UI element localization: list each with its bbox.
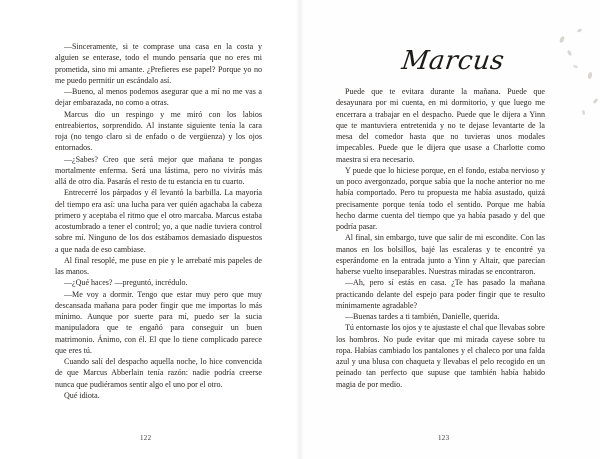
left-paragraph: Qué idiota.: [64, 390, 100, 400]
chapter-title: Marcus: [399, 46, 507, 76]
right-paragraph: —Ah, pero sí estás en casa. ¿Te has pasado la mañana practicando delante del espejo para poder fingir que te resulto mínimamente agradable?: [336, 278, 545, 310]
left-paragraph: —¿Sabes? Creo que será mejor que mañana te pongas mortalmente enferma. Será una lástima, pero no vivirás más allá de otro día. Pasarás el resto de tu estancia en tu cuarto.: [55, 154, 262, 186]
left-paragraph: —Bueno, al menos podemos asegurar que a mí no me vas a dejar embarazada, no como a otras.: [55, 87, 262, 108]
left-paragraph: —¿Qué haces? —preguntó, incrédulo.: [64, 278, 188, 288]
left-paragraph: Cuando salí del despacho aquella noche, lo hice convencida de que Marcus Abberlain tenía razón: nadie podría creerse nunca que pudiéramos sentir algo el uno por el otro.: [55, 357, 262, 389]
left-paragraph: Entrecerré los párpados y él levantó la barbilla. La mayoría del tiempo era así: una lucha para ver quién agachaba la cabeza primero y aceptaba el ritmo que el otro marcaba. Marcus estaba acostumbrado a tener el control; yo, a que nadie tuviera control sobre mí. Ninguno de los dos estábamos demasiado dispuestos a que nada de eso cambiase.: [55, 188, 262, 254]
page-number-right: 123: [438, 434, 450, 442]
right-paragraph: Puede que te evitara durante la mañana. Puede que desayunara por mi cuenta, en mi dormitorio, y que luego me encerrara a trabajar en el despacho. Puede que le dijera a Yinn que te mantuviera entretenida y no te dejase levantarte de la mesa del comedor hasta que no tuvieras unos modales impecables. Puede que le dijera que usase a Charlotte como maestra si era necesario.: [336, 87, 545, 164]
left-paragraph: Al final resoplé, me puse en pie y le arrebaté mis papeles de las manos.: [55, 255, 262, 276]
left-paragraph: —Sinceramente, si te comprase una casa en la costa y alguien se enterase, todo el mundo pensaría que no eres mi prometida, sino mi amante. ¿Prefieres ese papel? Porque yo no me puedo permitir un escándalo así.: [55, 42, 262, 85]
left-paragraph: Marcus dio un respingo y me miró con los labios entreabiertos, sorprendido. Al instante siguiente tenía la cara roja (no tengo claro si de enfado o de vergüenza) y los ojos entornados.: [55, 109, 262, 153]
right-paragraph: Y puede que lo hiciese porque, en el fondo, estaba nervioso y un poco avergonzado, porque sabía que la noche anterior no me había comportado. Pero tu propuesta me había asustado, quizá precisamente porque tenía todo el sentido. Porque me había hecho darme cuenta del tiempo que ya había pasado y del que podría pasar.: [336, 165, 545, 231]
left-paragraph: —Me voy a dormir. Tengo que estar muy pero que muy descansada mañana para poder fingir que me importas lo más mínimo. Aunque por suerte para mí, puedo ser la sucia manipuladora que te engañó para conseguir un buen matrimonio. Ánimo, con él. El que lo tiene complicado parece que eres tú.: [55, 289, 262, 355]
right-paragraph: —Buenas tardes a ti también, Danielle, querida.: [345, 312, 500, 321]
left-page-text: [55, 41, 262, 401]
right-paragraph: Tú entornaste los ojos y te ajustaste el chal que llevabas sobre los hombros. No pude evitar que mi mirada cayese sobre tu ropa. Habías cambiado los pantalones y el chaleco por una falda azul y una blusa con chaqueta y llevabas el pelo recogido en un peinado tan perfecto que supuse que también había habido magia de por medio.: [336, 323, 545, 389]
page-number-left: 122: [140, 434, 152, 442]
book-gutter-shadow: [296, 0, 304, 459]
right-page-text: [336, 86, 545, 390]
right-paragraph: Al final, sin embargo, tuve que salir de mi escondite. Con las manos en los bolsillos, bajé las escaleras y te encontré ya esperándome en la entrada junto a Yinn y Altair, que parecían haberse vuelto inseparables. Nuestras miradas se encontraron.: [336, 233, 545, 276]
